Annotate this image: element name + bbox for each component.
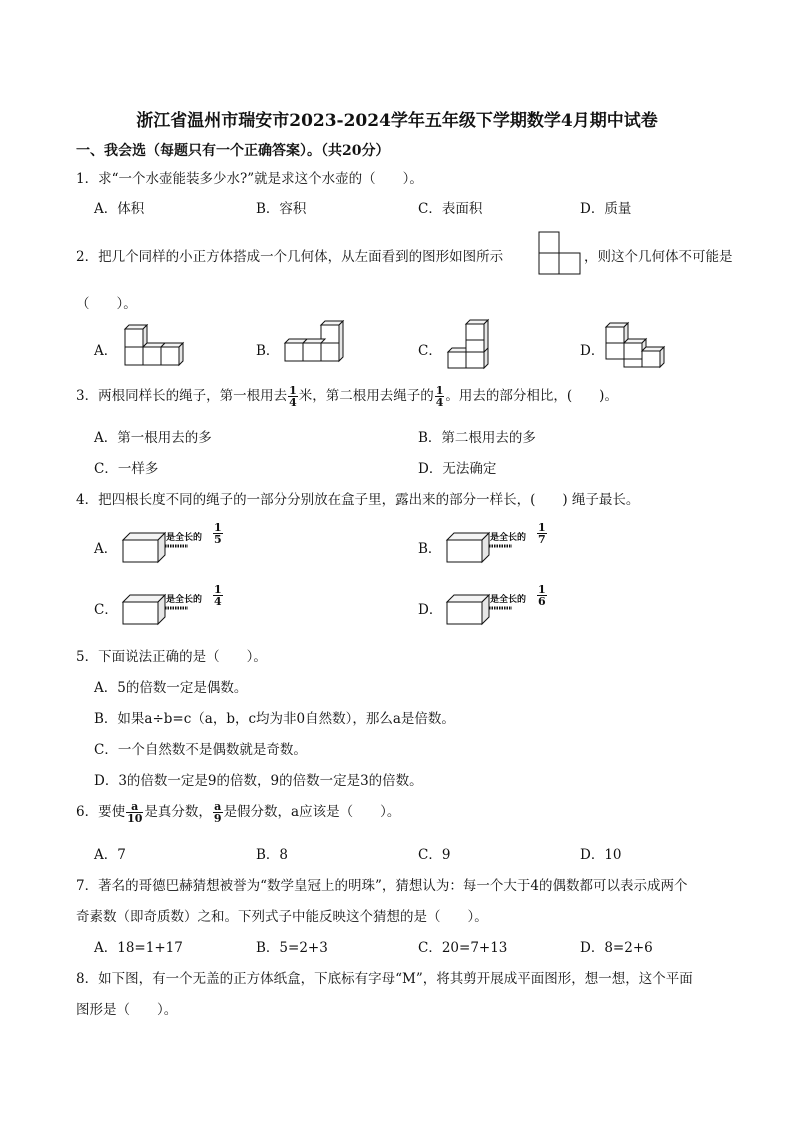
q5-option-d: D．3的倍数一定是9的倍数，9的倍数一定是3的倍数。 <box>94 773 423 789</box>
q2-stem-part-a: 2．把几个同样的小正方体搭成一个几何体，从左面看到的图形如图所示 <box>76 249 504 265</box>
q5-option-c: C．一个自然数不是偶数就是奇数。 <box>94 742 307 758</box>
q4-frac-c-numerator: 1 <box>214 583 222 596</box>
q7-option-a: A．18=1+17 <box>94 940 183 956</box>
q7-option-c: C．20=7+13 <box>418 940 508 956</box>
q6-frac2-numerator: a <box>214 800 222 813</box>
q4-option-a: A． <box>94 541 118 557</box>
q1-option-d: D．质量 <box>580 201 632 217</box>
q6-frac1-denominator: 10 <box>127 812 143 825</box>
question-1-stem: 1．求“一个水壶能装多少水?”就是求这个水壶的（ ）。 <box>76 171 423 187</box>
q4-frac-b-denominator: 7 <box>538 533 546 546</box>
q4-box-figure-b <box>444 522 554 564</box>
q3-option-b: B．第二根用去的多 <box>418 430 536 446</box>
question-8-line-2: 图形是（ ）。 <box>76 1002 178 1018</box>
q1-option-b: B．容积 <box>256 201 307 217</box>
q4-box-figure-a <box>120 522 230 564</box>
q3-fraction-1 <box>288 385 298 408</box>
q3-option-c: C．一样多 <box>94 461 159 477</box>
q4-label-c: 是全长的 <box>166 595 203 605</box>
q2-stem-part-c: （ ）。 <box>76 296 137 312</box>
q3-text-3: 。用去的部分相比，( )。 <box>445 388 618 404</box>
question-6-stem <box>76 800 400 824</box>
q6-option-c: C．9 <box>418 847 451 863</box>
q6-frac1-numerator: a <box>126 801 143 813</box>
question-5-stem: 5．下面说法正确的是（ ）。 <box>76 649 267 665</box>
q4-label-a: 是全长的 <box>166 533 203 543</box>
page-title: 浙江省温州市瑞安市2023-2024学年五年级下学期数学4月期中试卷 <box>136 111 658 131</box>
q6-text-2: 是真分数， <box>144 804 212 820</box>
q6-frac2-denominator: 9 <box>213 812 222 825</box>
q2-solid-a <box>118 324 190 368</box>
q3-frac1-denominator: 4 <box>289 396 297 409</box>
q5-option-a: A．5的倍数一定是偶数。 <box>94 680 248 696</box>
q3-option-a: A．第一根用去的多 <box>94 430 212 446</box>
q2-option-a: A． <box>94 343 118 359</box>
q4-frac-a-numerator: 1 <box>214 521 222 534</box>
q4-fraction-a <box>213 522 223 545</box>
q7-option-d: D．8=2+6 <box>580 940 653 956</box>
question-7-line-1: 7．著名的哥德巴赫猜想被誉为“数学皇冠上的明珠”，猜想认为：每一个大于4的偶数都可以表示成两个 <box>76 878 688 894</box>
q4-label-b: 是全长的 <box>490 533 527 543</box>
question-2-stem <box>76 245 503 265</box>
q6-option-d: D．10 <box>580 847 622 863</box>
q1-option-a: A．体积 <box>94 201 145 217</box>
q2-solid-c <box>444 318 494 370</box>
q6-fraction-1 <box>126 801 143 824</box>
question-3-stem <box>76 384 618 408</box>
question-8-line-1: 8．如下图，有一个无盖的正方体纸盒，下底标有字母“M”，将其剪开展成平面图形，想一想，这个平面 <box>76 971 693 987</box>
q4-frac-b-numerator: 1 <box>538 521 546 534</box>
q4-fraction-c <box>213 584 223 607</box>
q3-text-1: 3．两根同样长的绳子，第一根用去 <box>76 388 288 404</box>
q3-frac1-numerator: 1 <box>289 384 297 397</box>
q2-option-b: B． <box>256 343 280 359</box>
section-heading: 一、我会选（每题只有一个正确答案）。（共20分） <box>76 143 390 159</box>
q2-solid-b <box>282 320 348 366</box>
q4-frac-d-denominator: 6 <box>538 595 546 608</box>
q4-frac-c-denominator: 4 <box>214 595 222 608</box>
q4-box-figure-d <box>444 584 554 626</box>
q7-option-b: B．5=2+3 <box>256 940 328 956</box>
q3-frac2-denominator: 4 <box>435 396 444 409</box>
q4-frac-a-denominator: 5 <box>214 533 222 546</box>
q2-option-d: D． <box>580 343 605 359</box>
q4-option-c: C． <box>94 602 118 618</box>
q6-text-1: 6．要使 <box>76 804 126 820</box>
q3-option-d: D．无法确定 <box>418 461 497 477</box>
q6-fraction-2 <box>213 801 223 824</box>
q4-label-d: 是全长的 <box>490 595 527 605</box>
q4-fraction-d <box>537 584 547 607</box>
question-7-line-2: 奇素数（即奇质数）之和。下列式子中能反映这个猜想的是（ ）。 <box>76 909 488 925</box>
q4-frac-d-numerator: 1 <box>538 583 546 596</box>
q3-text-2: 米，第二根用去绳子的 <box>298 388 434 404</box>
left-view-figure <box>538 231 582 275</box>
q2-stem-part-b: ，则这个几何体不可能是 <box>584 249 733 265</box>
q4-option-b: B． <box>418 541 442 557</box>
q6-option-a: A．7 <box>94 847 126 863</box>
q3-fraction-2 <box>435 385 445 408</box>
question-4-stem: 4．把四根长度不同的绳子的一部分分别放在盒子里，露出来的部分一样长，( ) 绳子最长。 <box>76 492 640 508</box>
q2-solid-d <box>602 321 670 369</box>
q5-option-b: B．如果a÷b=c（a，b，c均为非0自然数），那么a是倍数。 <box>94 711 455 727</box>
q4-option-d: D． <box>418 602 443 618</box>
q4-fraction-b <box>537 522 547 545</box>
q3-frac2-numerator: 1 <box>435 384 444 397</box>
q1-option-c: C．表面积 <box>418 201 483 217</box>
q6-text-3: 是假分数，a应该是（ ）。 <box>223 804 401 820</box>
q4-box-figure-c <box>120 584 230 626</box>
q6-option-b: B．8 <box>256 847 289 863</box>
q2-option-c: C． <box>418 343 442 359</box>
